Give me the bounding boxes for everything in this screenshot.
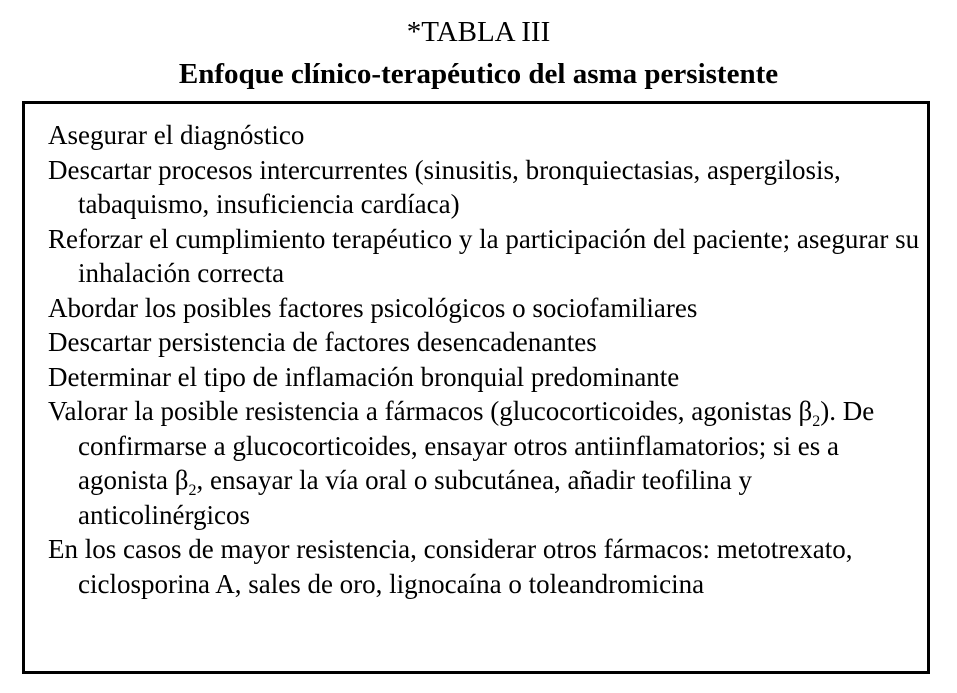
subscript: 2: [812, 413, 821, 430]
list-item-text: Valorar la posible resistencia a fármacos (glucocorticoides, agonistas β: [48, 396, 813, 426]
list-item: Descartar persistencia de factores desencadenantes: [48, 327, 597, 357]
list-item: En los casos de mayor resistencia, considerar otros fármacos: metotrexato, ciclosporina A, sales de oro, lignocaína o toleandromicina: [48, 534, 853, 599]
list-item-text: ). De confirmarse a glucocorticoides, ensayar otros antiinflamatorios; si es a agonista β: [78, 396, 875, 495]
subscript: 2: [188, 482, 197, 499]
list-item: Asegurar el diagnóstico: [48, 120, 305, 150]
list-item: [48, 394, 928, 532]
list-item: Abordar los posibles factores psicológicos o sociofamiliares: [48, 292, 698, 323]
table-title: *TABLA III: [406, 16, 551, 48]
list-item-text: , ensayar la vía oral o subcutánea, añadir teofilina y anticolinérgicos: [78, 465, 752, 530]
list-item: Determinar el tipo de inflamación bronquial predominante: [48, 361, 680, 392]
list-item: Reforzar el cumplimiento terapéutico y la participación del paciente; asegurar su inhalación correcta: [48, 223, 920, 288]
table-subtitle: Enfoque clínico-terapéutico del asma persistente: [178, 58, 779, 90]
recommendations-list: [48, 118, 928, 601]
list-item: Descartar procesos intercurrentes (sinusitis, bronquiectasias, aspergilosis, tabaquismo, insuficiencia cardíaca): [48, 154, 841, 219]
